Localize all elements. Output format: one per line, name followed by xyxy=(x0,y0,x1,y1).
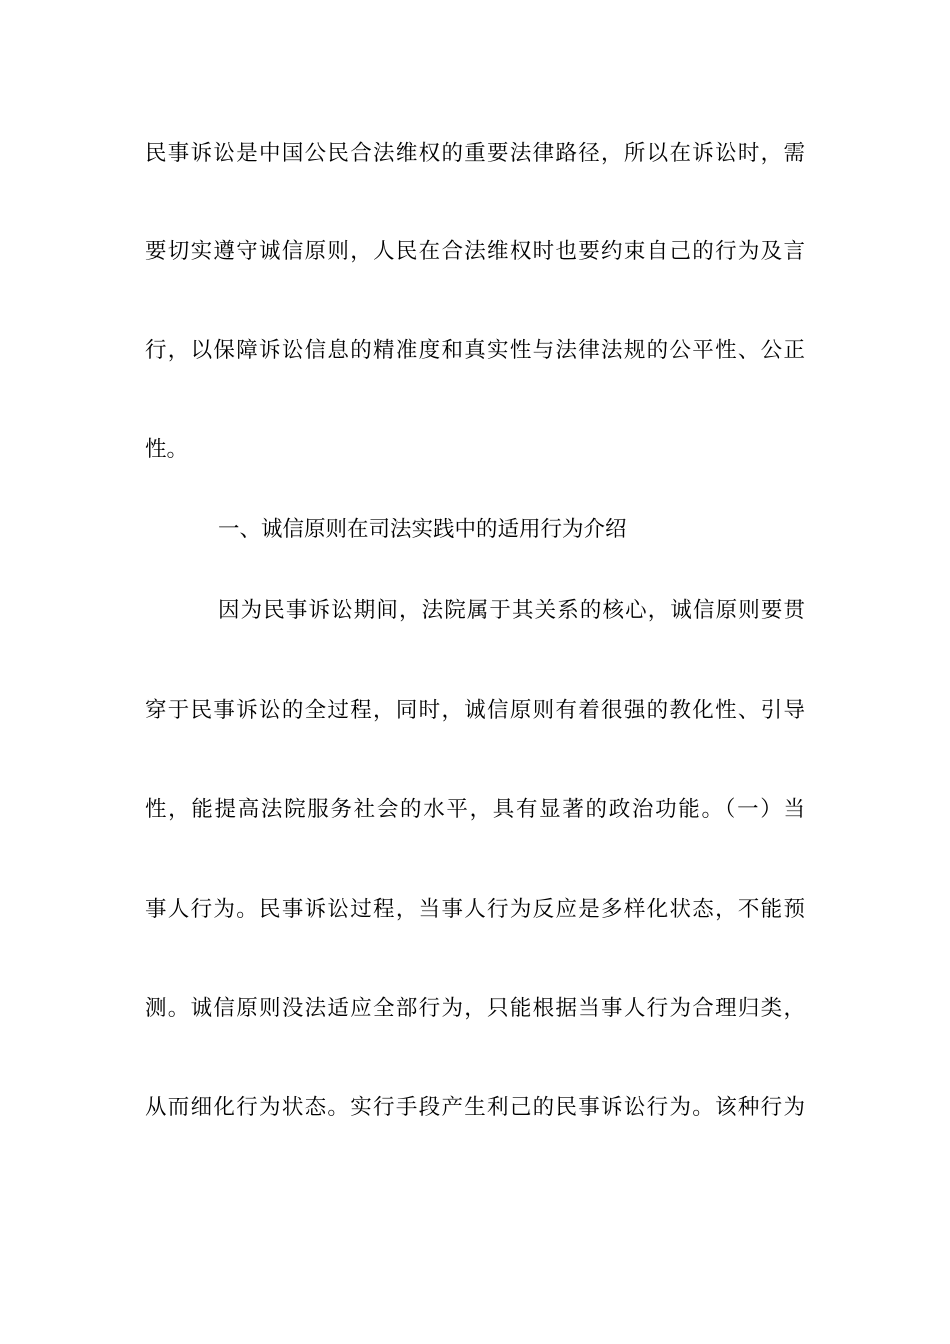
paragraph-line-1: 民事诉讼是中国公民合法维权的重要法律路径，所以在诉讼时，需 xyxy=(145,141,805,166)
section-heading: 一、诚信原则在司法实践中的适用行为介绍 xyxy=(218,517,627,542)
paragraph-line-5: 因为民事诉讼期间，法院属于其关系的核心，诚信原则要贯 xyxy=(218,598,805,623)
paragraph-line-9: 测。诚信原则没法适应全部行为，只能根据当事人行为合理归类， xyxy=(145,996,805,1021)
paragraph-line-10: 从而细化行为状态。实行手段产生利己的民事诉讼行为。该种行为 xyxy=(145,1095,805,1120)
paragraph-line-2: 要切实遵守诚信原则，人民在合法维权时也要约束自己的行为及言 xyxy=(145,239,805,264)
paragraph-line-8: 事人行为。民事诉讼过程，当事人行为反应是多样化状态，不能预 xyxy=(145,897,805,922)
paragraph-line-6: 穿于民事诉讼的全过程，同时，诚信原则有着很强的教化性、引导 xyxy=(145,698,805,723)
paragraph-line-7: 性，能提高法院服务社会的水平，具有显著的政治功能。（一）当 xyxy=(145,797,805,822)
paragraph-line-3: 行，以保障诉讼信息的精准度和真实性与法律法规的公平性、公正 xyxy=(145,338,805,363)
paragraph-line-4: 性。 xyxy=(145,437,189,462)
